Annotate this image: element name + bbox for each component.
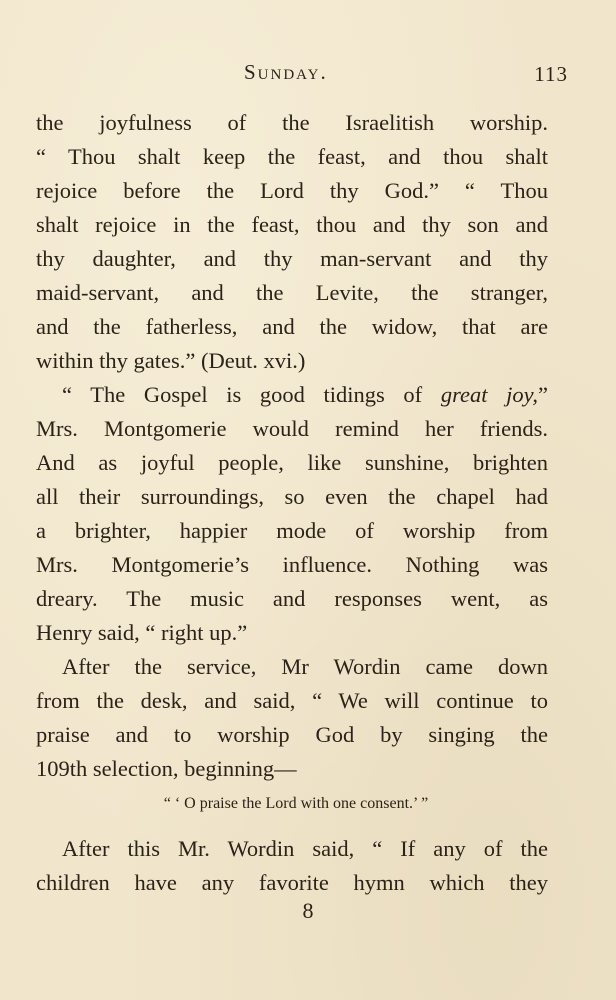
text-line: After the service, Mr Wordin came down (62, 654, 548, 679)
text-line: a brighter, happier mode of worship from (36, 518, 548, 543)
text-line: the joyfulness of the Israelitish worship. (36, 110, 548, 135)
text-line: praise and to worship God by singing the (36, 722, 548, 747)
text-line: from the desk, and said, “ We will continue to (36, 688, 548, 713)
text-line: “ Thou shalt keep the feast, and thou shalt (36, 144, 548, 169)
text-line: children have any favorite hymn which they (36, 870, 548, 895)
text-line: dreary. The music and responses went, as (36, 586, 548, 611)
text-segment: “ The Gospel is good tidings of (62, 382, 441, 407)
text-line: After this Mr. Wordin said, “ If any of the (62, 836, 548, 861)
text-line: And as joyful people, like sunshine, brighten (36, 450, 548, 475)
text-line: and the fatherless, and the widow, that are (36, 314, 548, 339)
text-line: thy daughter, and thy man-servant and thy (36, 246, 548, 271)
text-line: rejoice before the Lord thy God.” “ Thou (36, 178, 548, 203)
text-line: all their surroundings, so even the chapel had (36, 484, 548, 509)
text-line: Henry said, “ right up.” (36, 620, 248, 645)
text-line (36, 378, 548, 412)
page-number: 113 (534, 62, 568, 86)
italic-phrase: great joy, (440, 382, 538, 407)
text-line: maid-servant, and the Levite, the stranger, (36, 280, 548, 305)
signature-mark: 8 (302, 898, 314, 923)
text-line: within thy gates.” (Deut. xvi.) (36, 348, 306, 373)
text-line: 109th selection, beginning— (36, 756, 297, 781)
text-line: Mrs. Montgomerie’s influence. Nothing was (36, 552, 548, 577)
hymn-quote: “ ‘ O praise the Lord with one consent.’ ” (163, 795, 429, 812)
paragraph-gap (36, 822, 548, 832)
text-line: shalt rejoice in the feast, thou and thy son and (36, 212, 548, 237)
text-segment: ” (538, 382, 548, 407)
running-head (0, 60, 616, 90)
body-text (36, 106, 548, 900)
running-title: Sunday. (244, 60, 328, 84)
text-line: Mrs. Montgomerie would remind her friends. (36, 416, 548, 441)
